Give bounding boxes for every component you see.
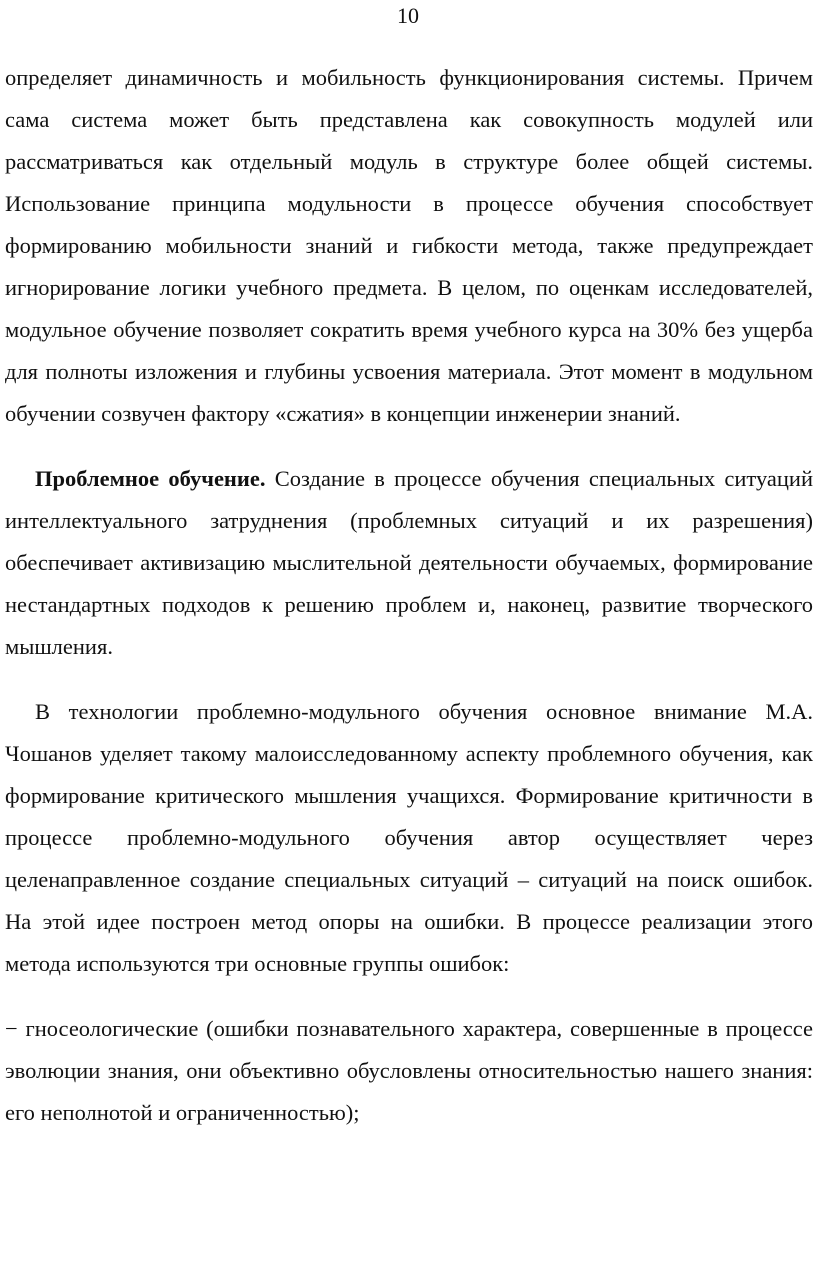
page-number: 10 (397, 3, 419, 28)
document-body (5, 57, 813, 1134)
paragraph-problem-learning (5, 458, 813, 668)
paragraph-problem-modular-technology: В технологии проблемно-модульного обучения основное внимание М.А. Чошанов уделяет такому малоисследованному аспекту проблемного обучения, как формирование критического мышления учащихся. Формирование критичности в процессе проблемно-модульного обучения автор осуществляет через целенаправленное создание специальных ситуаций – ситуаций на поиск ошибок. На этой идее построен метод опоры на ошибки. В процессе реализации этого метода используются три основные группы ошибок: (5, 699, 813, 976)
paragraph-problem-learning-text: Создание в процессе обучения специальных ситуаций интеллектуального затруднения (проблемных ситуаций и их разрешения) обеспечивает активизацию мыслительной деятельности обучаемых, формирование нестандартных подходов к решению проблем и, наконец, развитие творческого мышления. (5, 466, 814, 659)
paragraph-modularity: определяет динамичность и мобильность функционирования системы. Причем сама система может быть представлена как совокупность модулей или рассматриваться как отдельный модуль в структуре более общей системы. Использование принципа модульности в процессе обучения способствует формированию мобильности знаний и гибкости метода, также предупреждает игнорирование логики учебного предмета. В целом, по оценкам исследователей, модульное обучение позволяет сократить время учебного курса на 30% без ущерба для полноты изложения и глубины усвоения материала. Этот момент в модульном обучении созвучен фактору «сжатия» в концепции инженерии знаний. (5, 65, 813, 426)
paragraph-lead-term: Проблемное обучение. (35, 466, 266, 491)
list-item-gnoseological: − гносеологические (ошибки познавательного характера, совершенные в процессе эволюции знания, они объективно обусловлены относительностью нашего знания: его неполнотой и ограниченностью); (5, 1016, 813, 1125)
